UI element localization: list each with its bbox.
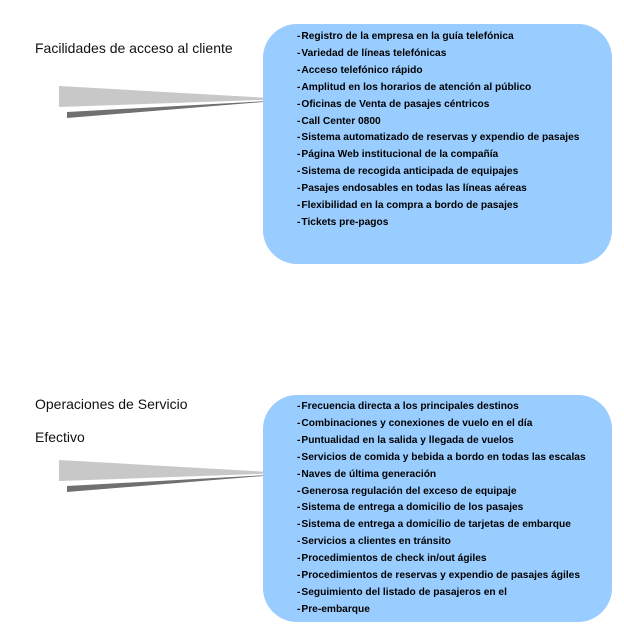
feature-item xyxy=(297,416,602,433)
pointer-face xyxy=(59,460,287,481)
group-2-feature-list xyxy=(297,399,602,619)
group-1-pointer-arrow xyxy=(55,82,295,122)
feature-item-text: Generosa regulación del exceso de equipaje xyxy=(301,485,517,497)
bullet-dash: - xyxy=(297,166,301,178)
feature-item-text: Combinaciones y conexiones de vuelo en el día xyxy=(301,417,533,429)
bullet-dash: - xyxy=(297,183,301,195)
feature-item-text: Sistema automatizado de reservas y expendio de pasajes xyxy=(301,132,580,144)
bullet-dash: - xyxy=(297,502,301,514)
feature-item xyxy=(297,585,602,602)
feature-item-text: Procedimientos de reservas y expendio de pasajes ágiles xyxy=(301,570,580,582)
bullet-dash: - xyxy=(297,31,301,42)
feature-item xyxy=(297,114,602,131)
bullet-dash: - xyxy=(297,451,301,463)
bullet-dash: - xyxy=(297,570,301,582)
feature-item xyxy=(297,517,602,534)
feature-item-text: Página Web institucional de la compañía xyxy=(301,149,499,161)
feature-item-text: Variedad de líneas telefónicas xyxy=(301,47,447,59)
feature-item-text: Sistema de entrega a domicilio de los pasajes xyxy=(301,502,524,514)
feature-item xyxy=(297,534,602,551)
feature-item-text: Call Center 0800 xyxy=(301,115,381,127)
feature-item xyxy=(297,433,602,450)
feature-item-text: Puntualidad en la salida y llegada de vuelos xyxy=(301,434,514,446)
feature-item xyxy=(297,467,602,484)
feature-item-text: Sistema de recogida anticipada de equipajes xyxy=(301,166,519,178)
feature-item xyxy=(297,551,602,568)
feature-item-text: Flexibilidad en la compra a bordo de pasajes xyxy=(301,200,519,212)
feature-item-text: Sistema de entrega a domicilio de tarjetas de embarque xyxy=(301,519,571,531)
feature-item xyxy=(297,602,602,619)
bullet-dash: - xyxy=(297,586,301,598)
feature-item xyxy=(297,130,602,147)
feature-item-text: Oficinas de Venta de pasajes céntricos xyxy=(301,98,490,110)
bullet-dash: - xyxy=(297,485,301,497)
feature-item xyxy=(297,46,602,63)
bullet-dash: - xyxy=(297,417,301,429)
feature-item xyxy=(297,568,602,585)
bullet-dash: - xyxy=(297,200,301,212)
feature-item xyxy=(297,399,602,416)
feature-item xyxy=(297,164,602,181)
feature-item-text: Frecuencia directa a los principales destinos xyxy=(301,401,519,412)
pointer-face xyxy=(59,86,287,107)
feature-item xyxy=(297,215,602,232)
feature-item xyxy=(297,80,602,97)
feature-item xyxy=(297,147,602,164)
bullet-dash: - xyxy=(297,47,301,59)
bullet-dash: - xyxy=(297,216,301,228)
feature-item xyxy=(297,97,602,114)
feature-item xyxy=(297,63,602,80)
bullet-dash: - xyxy=(297,434,301,446)
bullet-dash: - xyxy=(297,115,301,127)
bullet-dash: - xyxy=(297,401,301,412)
feature-item-text: Pre-embarque xyxy=(301,603,370,615)
bullet-dash: - xyxy=(297,553,301,565)
bullet-dash: - xyxy=(297,64,301,76)
feature-item-text: Tickets pre-pagos xyxy=(301,216,389,228)
feature-item-text: Acceso telefónico rápido xyxy=(301,64,423,76)
feature-item-text: Pasajes endosables en todas las líneas aéreas xyxy=(301,183,527,195)
group-2-label-line-1: Operaciones de Servicio xyxy=(35,396,188,412)
bullet-dash: - xyxy=(297,536,301,548)
feature-item-text: Procedimientos de check in/out ágiles xyxy=(301,553,487,565)
feature-item-text: Servicios de comida y bebida a bordo en todas las escalas xyxy=(301,451,586,463)
group-2-label-line-2: Efectivo xyxy=(35,429,85,445)
feature-item-text: Seguimiento del listado de pasajeros en el xyxy=(301,586,507,598)
bullet-dash: - xyxy=(297,132,301,144)
group-2-pointer-arrow xyxy=(55,456,295,496)
bullet-dash: - xyxy=(297,98,301,110)
feature-item xyxy=(297,500,602,517)
bullet-dash: - xyxy=(297,603,301,615)
group-1-feature-list xyxy=(297,29,602,232)
feature-item xyxy=(297,198,602,215)
group-1-label: Facilidades de acceso al cliente xyxy=(35,40,233,56)
feature-item xyxy=(297,181,602,198)
group-1-feature-box xyxy=(263,24,612,264)
feature-item-text: Registro de la empresa en la guía telefónica xyxy=(301,31,514,42)
feature-item-text: Naves de última generación xyxy=(301,468,437,480)
feature-item-text: Amplitud en los horarios de atención al público xyxy=(301,81,532,93)
bullet-dash: - xyxy=(297,519,301,531)
feature-item xyxy=(297,29,602,46)
feature-item xyxy=(297,450,602,467)
feature-item-text: Servicios a clientes en tránsito xyxy=(301,536,451,548)
bullet-dash: - xyxy=(297,149,301,161)
bullet-dash: - xyxy=(297,81,301,93)
bullet-dash: - xyxy=(297,468,301,480)
group-2-feature-box xyxy=(263,395,612,622)
feature-item xyxy=(297,484,602,501)
